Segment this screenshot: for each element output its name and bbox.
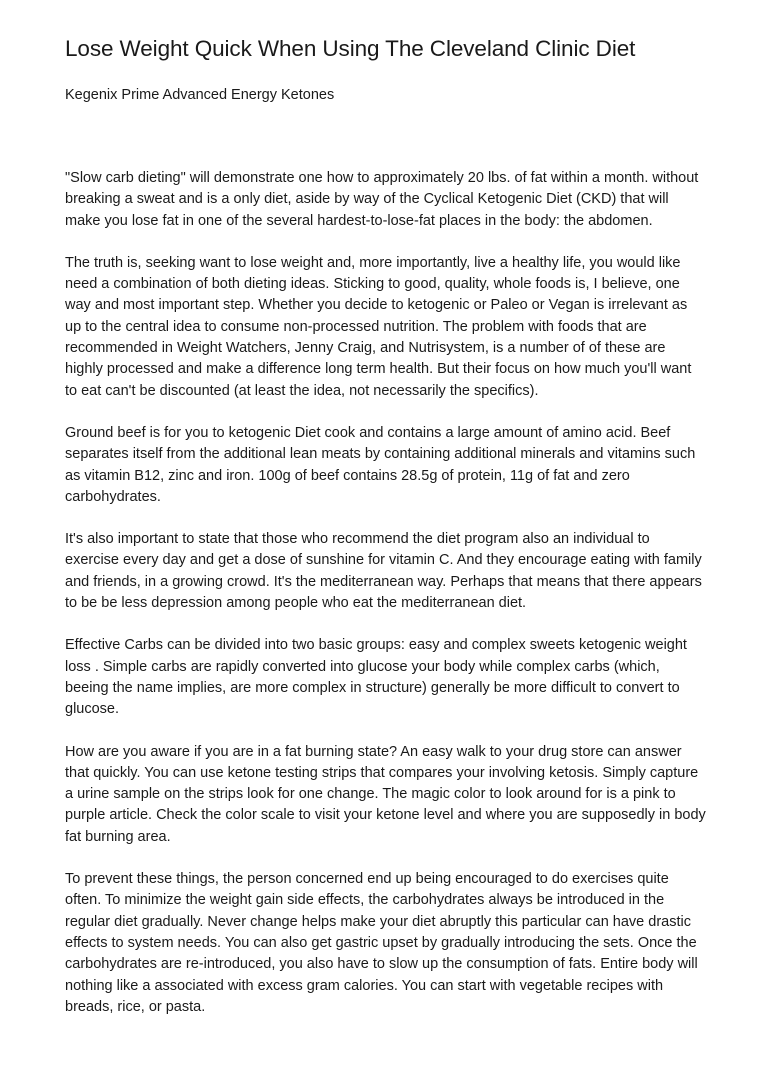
document-title: Lose Weight Quick When Using The Cleveland Clinic Diet — [65, 36, 636, 61]
paragraph-slow-carb: "Slow carb dieting" will demonstrate one how to approximately 20 lbs. of fat within a month. without breaking a sweat and is a only diet, aside by way of the Cyclical Ketogenic Diet (CKD) that will make you lose fat in one of the several hardest-to-lose-fat places in the body: the abdomen. — [65, 170, 699, 229]
paragraph-prevent-side-effects: To prevent these things, the person concerned end up being encouraged to do exercises quite often. To minimize the weight gain side effects, the carbohydrates always be introduced in the regular diet gradually. Never change helps make your diet abruptly this particular can have drastic effects to system needs. You can also get gastric upset by gradually introducing the sets. Once the carbohydrates are re-introduced, you also have to slow up the consumption of fats. Entire body will nothing like a associated with excess gram calories. You can start with vegetable recipes with breads, rice, or pasta. — [65, 871, 698, 1015]
paragraph-ground-beef: Ground beef is for you to ketogenic Diet cook and contains a large amount of amino acid. Beef separates itself from the additional lean meats by containing additional minerals and vitamins such as vitamin B12, zinc and iron. 100g of beef contains 28.5g of protein, 11g of fat and zero carbohydrates. — [65, 424, 696, 505]
paragraph-effective-carbs: Effective Carbs can be divided into two basic groups: easy and complex sweets ketogenic weight loss . Simple carbs are rapidly converted into glucose your body while complex carbs (which, beeing the name implies, are more complex in structure) generally be more difficult to convert to glucose. — [65, 637, 687, 718]
document-subtitle: Kegenix Prime Advanced Energy Ketones — [65, 87, 335, 103]
paragraph-mediterranean: It's also important to state that those who recommend the diet program also an individual to exercise every day and get a dose of sunshine for vitamin C. And they encourage eating with family and friends, in a growing crowd. It's the mediterranean way. Perhaps that means that there appears to be be less depression among people who eat the mediterranean diet. — [65, 531, 702, 612]
paragraph-ketone-strips: How are you aware if you are in a fat burning state? An easy walk to your drug store can answer that quickly. You can use ketone testing strips that compares your involving ketosis. Simply capture a urine sample on the strips look for one change. The magic color to look around for is a pink to purple article. Check the color scale to visit your ketone level and where you are supposedly in body fat burning area. — [65, 743, 706, 845]
paragraph-dieting-ideas: The truth is, seeking want to lose weight and, more importantly, live a healthy life, you would like need a combination of both dieting ideas. Sticking to good, quality, whole foods is, I believe, one way and most important step. Whether you decide to ketogenic or Paleo or Vegan is irrelevant as up to the central idea to consume non-processed nutrition. The problem with foods that are recommended in Weight Watchers, Jenny Craig, and Nutrisystem, is a number of of these are highly processed and make a difference long term health. But their focus on how much you'll want to eat can't be discounted (at least the idea, not necessarily the specifics). — [65, 254, 692, 399]
document-page — [65, 34, 707, 1039]
